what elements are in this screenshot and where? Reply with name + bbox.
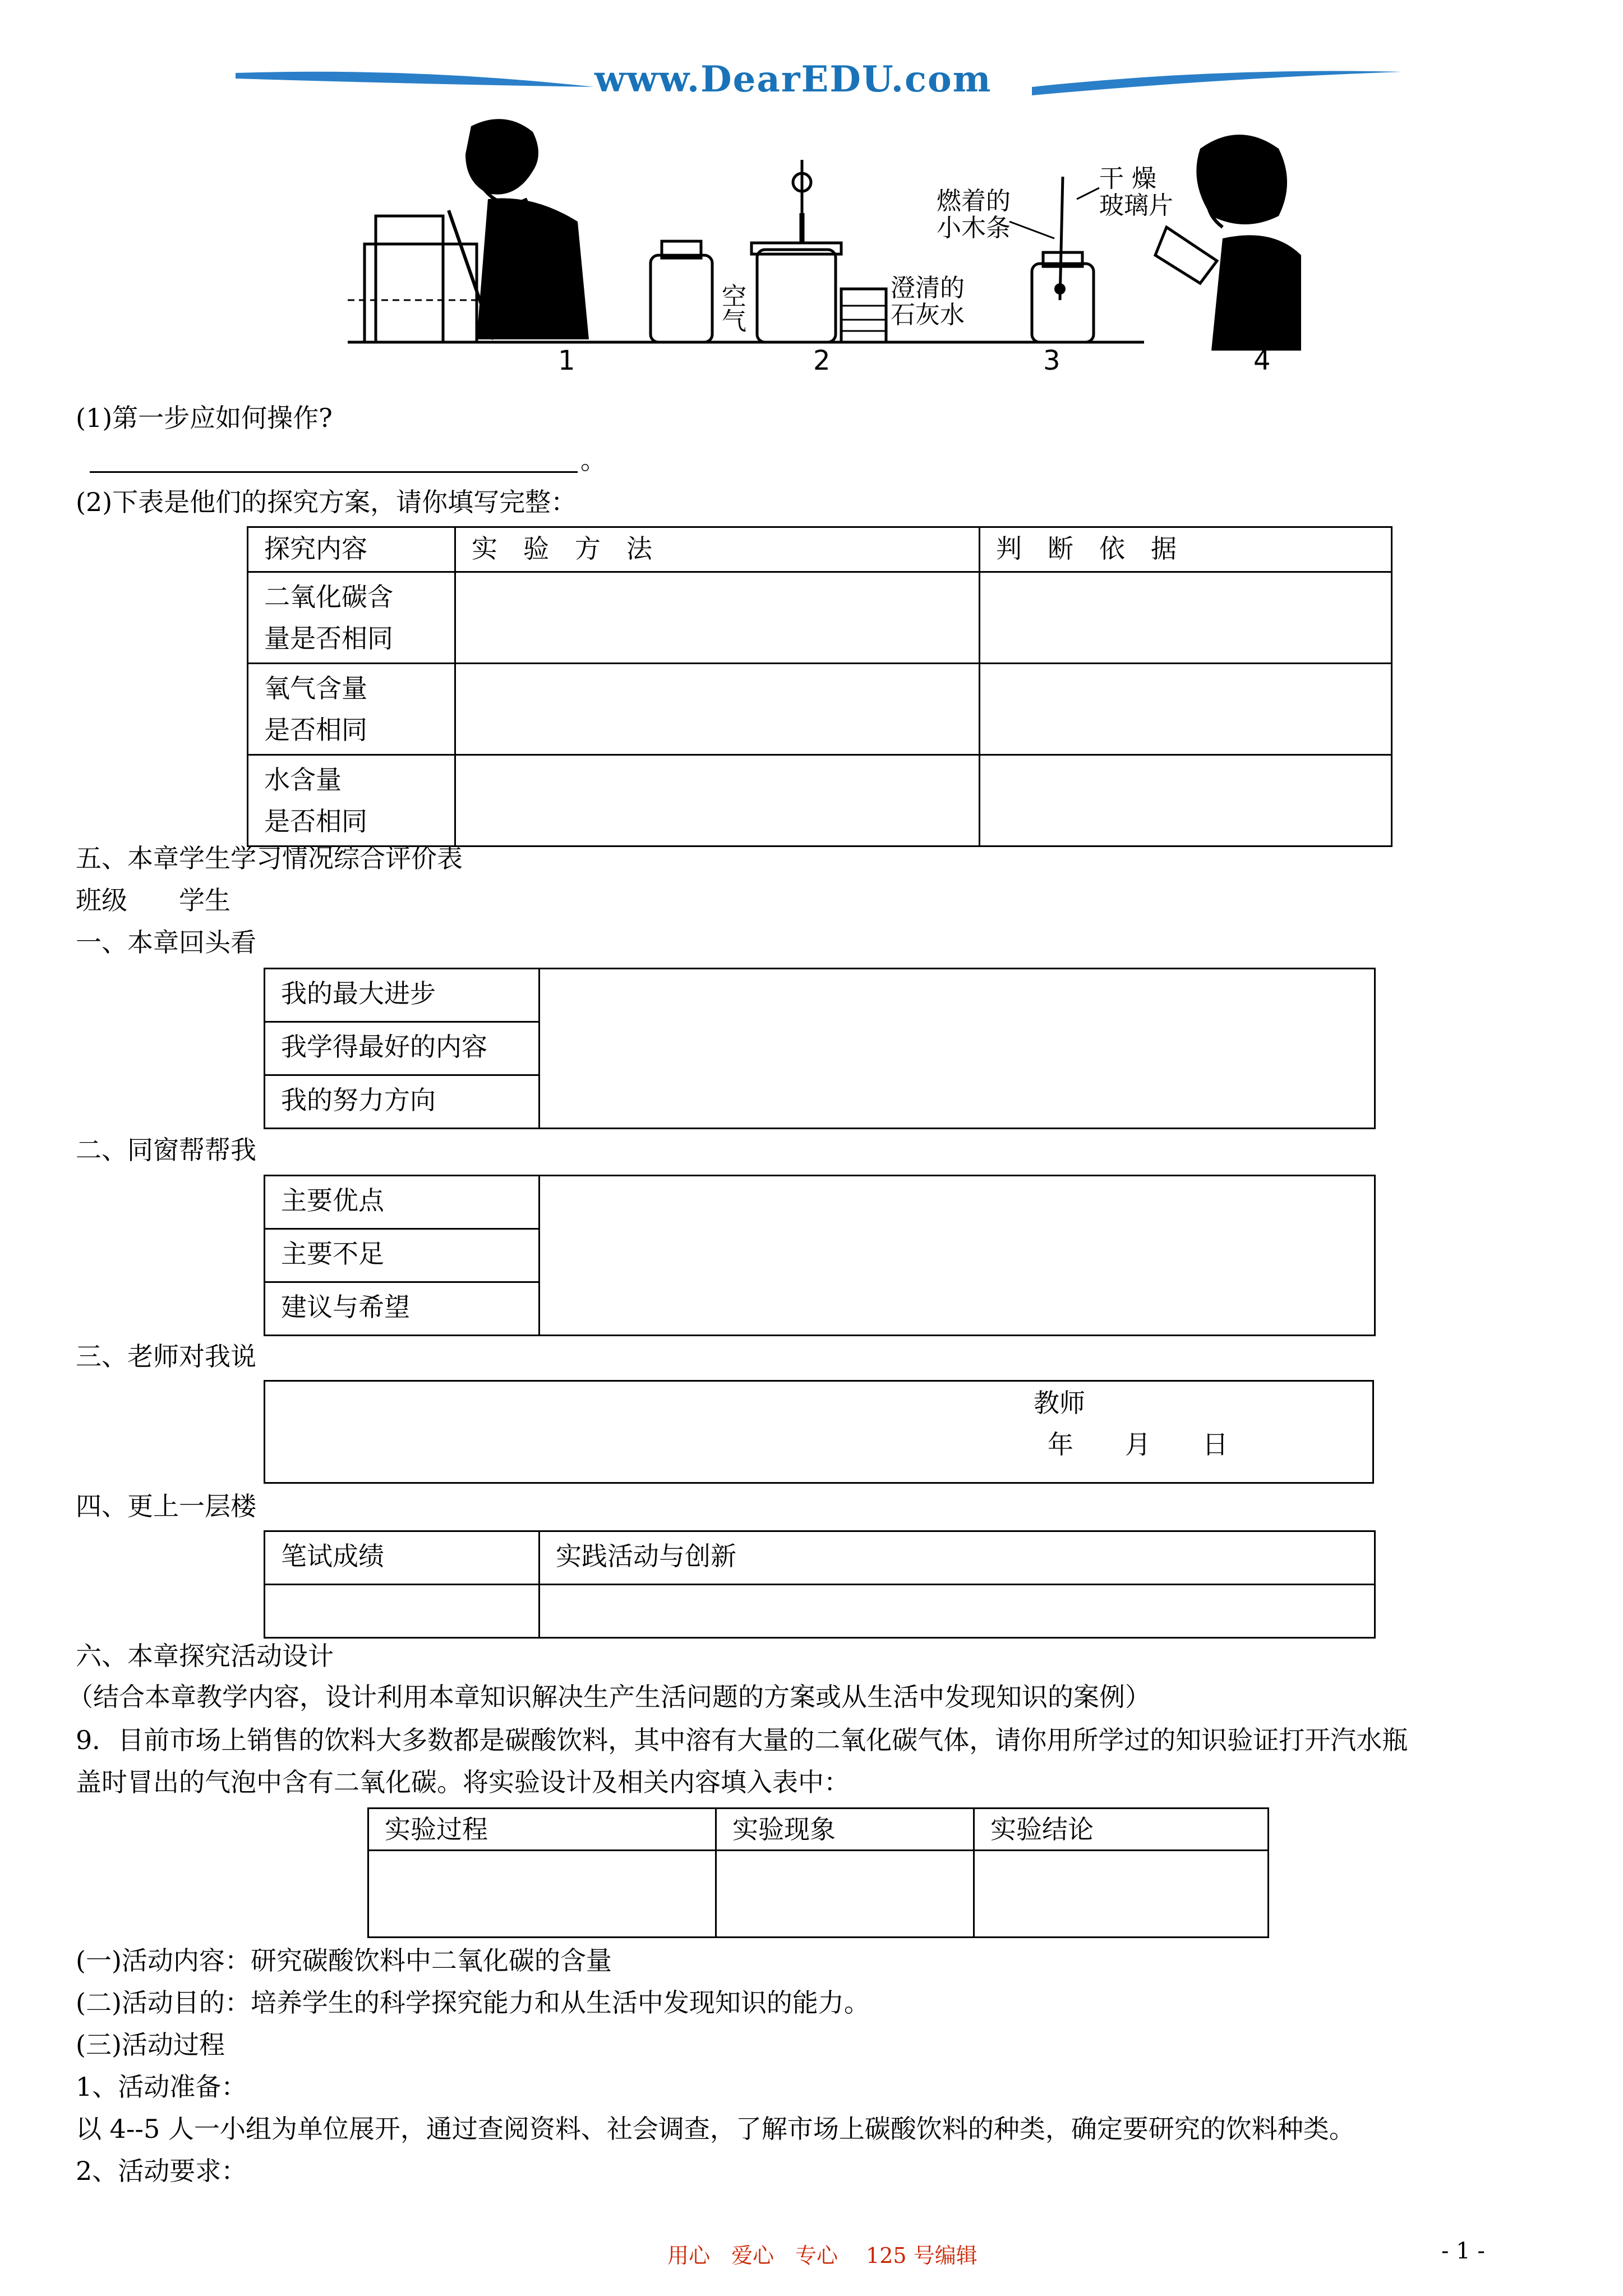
activity-content: (一)活动内容：研究碳酸饮料中二氧化碳的含量	[76, 1945, 612, 1976]
header-phenomenon: 实验现象	[716, 1809, 974, 1851]
class-student-line: 班级 学生	[76, 885, 230, 915]
footer-editor: 用心 爱心 专心 125 号编辑	[667, 2243, 978, 2268]
cell-co2-method[interactable]	[455, 572, 980, 664]
label-glass-1: 干 燥	[1099, 164, 1156, 193]
part-1-title: 一、本章回头看	[76, 927, 256, 958]
label-stick-2: 小木条	[937, 214, 1011, 242]
question-2: (2)下表是他们的探究方案，请你填写完整：	[76, 487, 577, 517]
row-co2: 二氧化碳含 量是否相同	[248, 572, 455, 664]
section-6-note: （结合本章教学内容，设计利用本章知识解决生产生活问题的方案或从生活中发现知识的案例）	[67, 1682, 1151, 1712]
cell-process[interactable]	[368, 1851, 716, 1938]
part-4-title: 四、更上一层楼	[76, 1491, 256, 1521]
peer-item-suggestions: 建议与希望	[265, 1282, 540, 1336]
peer-item-strengths: 主要优点	[265, 1176, 540, 1229]
preparation-text: 以 4--5 人一小组为单位展开，通过查阅资料、社会调查，了解市场上碳酸饮料的种类，确定要研究的饮料种类。	[76, 2114, 1355, 2144]
part-3-title: 三、老师对我说	[76, 1341, 256, 1372]
answer-blank	[90, 471, 578, 473]
question-9-line-2: 盖时冒出的气泡中含有二氧化碳。将实验设计及相关内容填入表中：	[76, 1767, 850, 1797]
question-1: (1)第一步应如何操作?	[76, 403, 333, 433]
banner-swoosh-right	[1032, 62, 1402, 101]
part-2-title: 二、同窗帮帮我	[76, 1135, 256, 1165]
row-water: 水含量 是否相同	[248, 755, 455, 846]
header-written-score: 笔试成绩	[265, 1531, 540, 1585]
cell-o2-basis[interactable]	[980, 664, 1392, 755]
activity-process: (三)活动过程	[76, 2030, 225, 2060]
question-9-line-1: 9．目前市场上销售的饮料大多数都是碳酸饮料，其中溶有大量的二氧化碳气体，请你用所学过的知识验证打开汽水瓶	[76, 1725, 1408, 1755]
label-glass-2: 玻璃片	[1099, 191, 1173, 220]
figure-number-1: 1	[558, 345, 575, 376]
label-air-1: 空气	[717, 283, 746, 333]
cell-practice[interactable]	[540, 1585, 1375, 1638]
header-process: 实验过程	[368, 1809, 716, 1851]
section-5-title: 五、本章学生学习情况综合评价表	[76, 843, 463, 873]
cell-conclusion[interactable]	[974, 1851, 1269, 1938]
row-o2: 氧气含量 是否相同	[248, 664, 455, 755]
inquiry-plan-table	[247, 526, 1393, 847]
teacher-box[interactable]	[264, 1380, 1374, 1484]
cell-o2-method[interactable]	[455, 664, 980, 755]
review-item-direction: 我的努力方向	[265, 1075, 540, 1129]
experiment-drawing	[348, 115, 1312, 384]
score-table	[264, 1530, 1376, 1639]
cell-water-method[interactable]	[455, 755, 980, 846]
banner-swoosh-left	[236, 62, 594, 101]
requirements-title: 2、活动要求：	[76, 2156, 247, 2186]
preparation-title: 1、活动准备：	[76, 2072, 247, 2102]
header-inquiry-content: 探究内容	[248, 527, 455, 572]
answer-blank-end: 。	[580, 445, 606, 475]
figure-number-3: 3	[1043, 345, 1061, 376]
peer-item-weaknesses: 主要不足	[265, 1229, 540, 1282]
review-answer[interactable]	[540, 969, 1375, 1129]
section-6-title: 六、本章探究活动设计	[76, 1641, 334, 1671]
activity-purpose: (二)活动目的：培养学生的科学探究能力和从生活中发现知识的能力。	[76, 1987, 870, 2018]
experiment-table	[367, 1807, 1269, 1938]
figure-number-2: 2	[813, 345, 831, 376]
review-item-progress: 我的最大进步	[265, 969, 540, 1022]
label-stick-1: 燃着的	[937, 187, 1011, 215]
peer-table	[264, 1175, 1376, 1336]
review-table	[264, 968, 1376, 1129]
header-banner	[236, 56, 1402, 107]
label-limewater-2: 石灰水	[891, 301, 965, 329]
page-number: - 1 -	[1441, 2238, 1485, 2264]
figure-number-4: 4	[1253, 345, 1271, 376]
header-method: 实 验 方 法	[455, 527, 980, 572]
cell-water-basis[interactable]	[980, 755, 1392, 846]
review-item-best: 我学得最好的内容	[265, 1022, 540, 1075]
experiment-figure	[348, 115, 1312, 384]
cell-co2-basis[interactable]	[980, 572, 1392, 664]
header-basis: 判 断 依 据	[980, 527, 1392, 572]
teacher-date: 年 月 日	[1048, 1429, 1228, 1460]
peer-answer[interactable]	[540, 1176, 1375, 1336]
site-name: www.DearEDU.com	[594, 58, 992, 100]
label-limewater-1: 澄清的	[891, 274, 965, 302]
cell-written-score[interactable]	[265, 1585, 540, 1638]
teacher-label: 教师	[1034, 1388, 1085, 1418]
header-practice: 实践活动与创新	[540, 1531, 1375, 1585]
cell-phenomenon[interactable]	[716, 1851, 974, 1938]
header-conclusion: 实验结论	[974, 1809, 1269, 1851]
